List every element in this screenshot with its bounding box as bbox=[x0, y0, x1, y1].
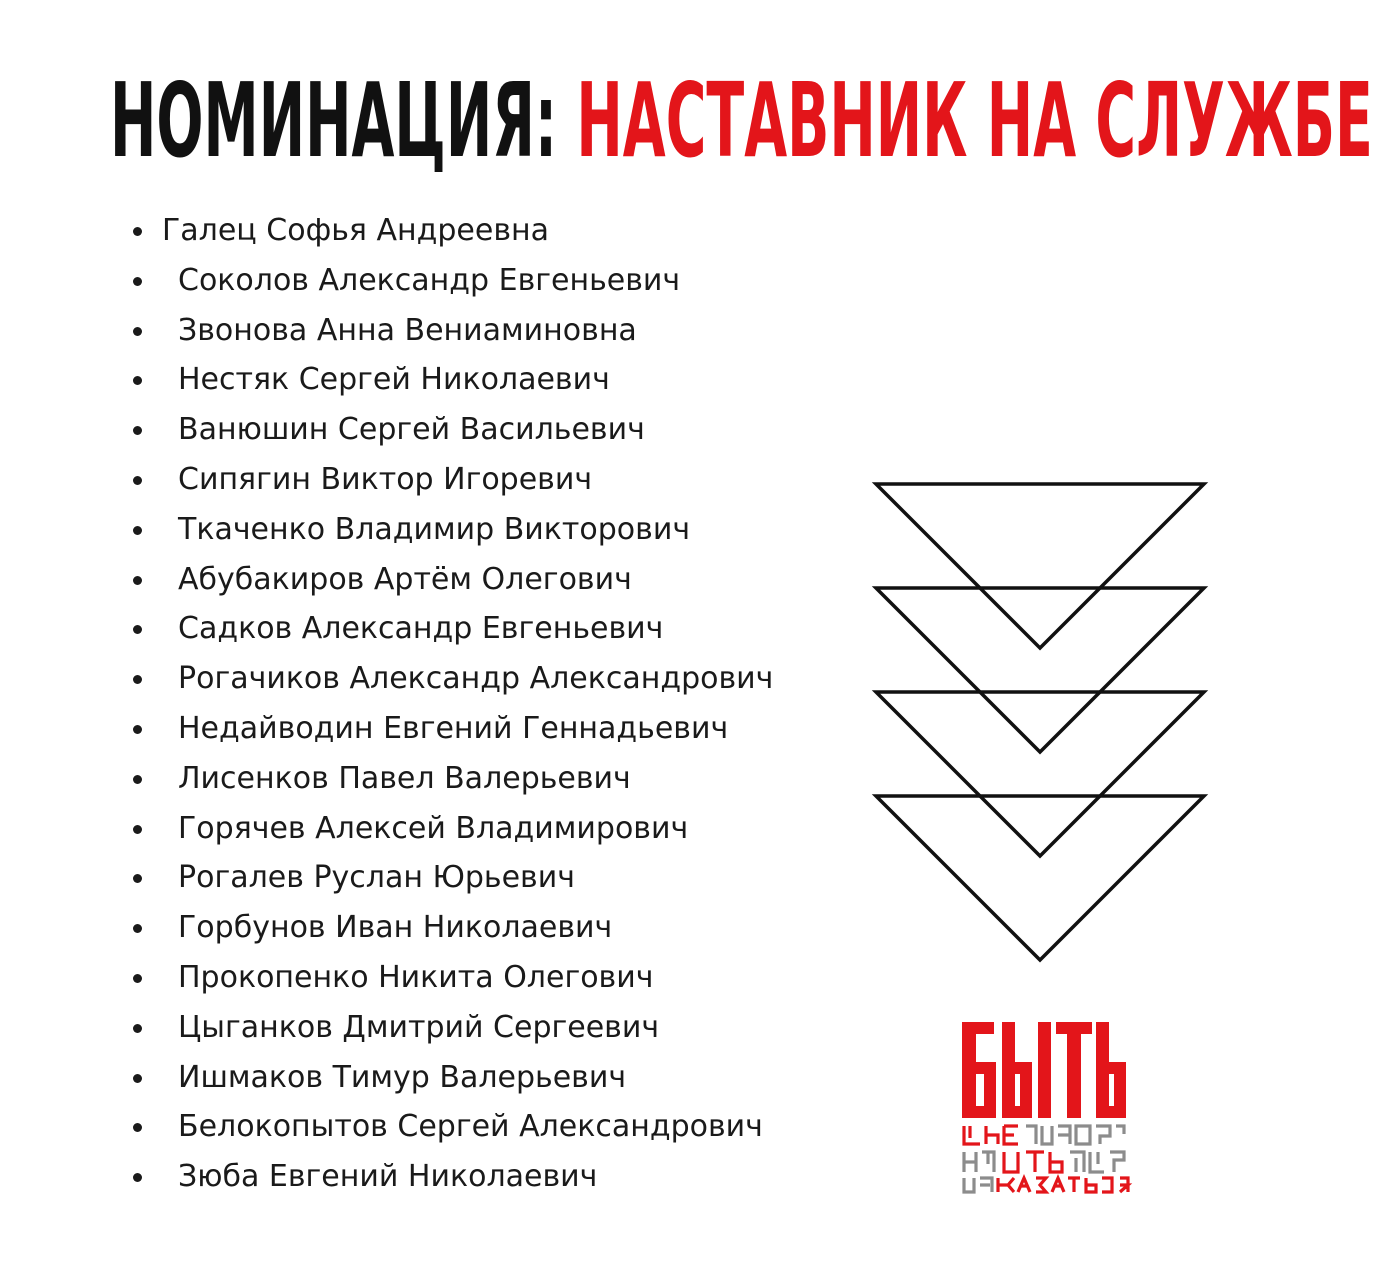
list-item: Галец Софья Андреевна bbox=[128, 206, 773, 256]
list-item: Соколов Александр Евгеньевич bbox=[128, 256, 773, 306]
list-item: Нестяк Сергей Николаевич bbox=[128, 355, 773, 405]
list-item: Горячев Алексей Владимирович bbox=[128, 804, 773, 854]
list-item: Рогачиков Александр Александрович bbox=[128, 654, 773, 704]
list-item: Горбунов Иван Николаевич bbox=[128, 903, 773, 953]
triangle-outline-icon bbox=[876, 484, 1204, 648]
triangle-outline-icon bbox=[876, 588, 1204, 752]
list-item: Звонова Анна Вениаминовна bbox=[128, 306, 773, 356]
triangle-outline-icon bbox=[876, 692, 1204, 856]
logo-wordmark-top bbox=[962, 1022, 1126, 1118]
list-item: Ткаченко Владимир Викторович bbox=[128, 505, 773, 555]
list-item: Садков Александр Евгеньевич bbox=[128, 604, 773, 654]
list-item: Ванюшин Сергей Васильевич bbox=[128, 405, 773, 455]
list-item: Прокопенко Никита Олегович bbox=[128, 953, 773, 1003]
list-item: Сипягин Виктор Игоревич bbox=[128, 455, 773, 505]
list-item: Цыганков Дмитрий Сергеевич bbox=[128, 1003, 773, 1053]
list-item: Зюба Евгений Николаевич bbox=[128, 1152, 773, 1202]
list-item: Белокопытов Сергей Александрович bbox=[128, 1102, 773, 1152]
page-title bbox=[110, 29, 1373, 215]
list-item: Рогалев Руслан Юрьевич bbox=[128, 853, 773, 903]
list-item: Абубакиров Артём Олегович bbox=[128, 555, 773, 605]
list-item: Недайводин Евгений Геннадьевич bbox=[128, 704, 773, 754]
list-item: Лисенков Павел Валерьевич bbox=[128, 754, 773, 804]
title-nomination: НАСТАВНИК НА СЛУЖБЕ bbox=[576, 61, 1373, 181]
triangle-outline-icon bbox=[876, 796, 1204, 960]
nominee-list bbox=[128, 206, 773, 1202]
title-label: НОМИНАЦИЯ: bbox=[110, 61, 558, 181]
list-item: Ишмаков Тимур Валерьевич bbox=[128, 1053, 773, 1103]
logo bbox=[958, 1018, 1130, 1196]
chevron-triangles-icon bbox=[870, 478, 1210, 964]
logo-wordmark-bottom bbox=[964, 1126, 1128, 1192]
